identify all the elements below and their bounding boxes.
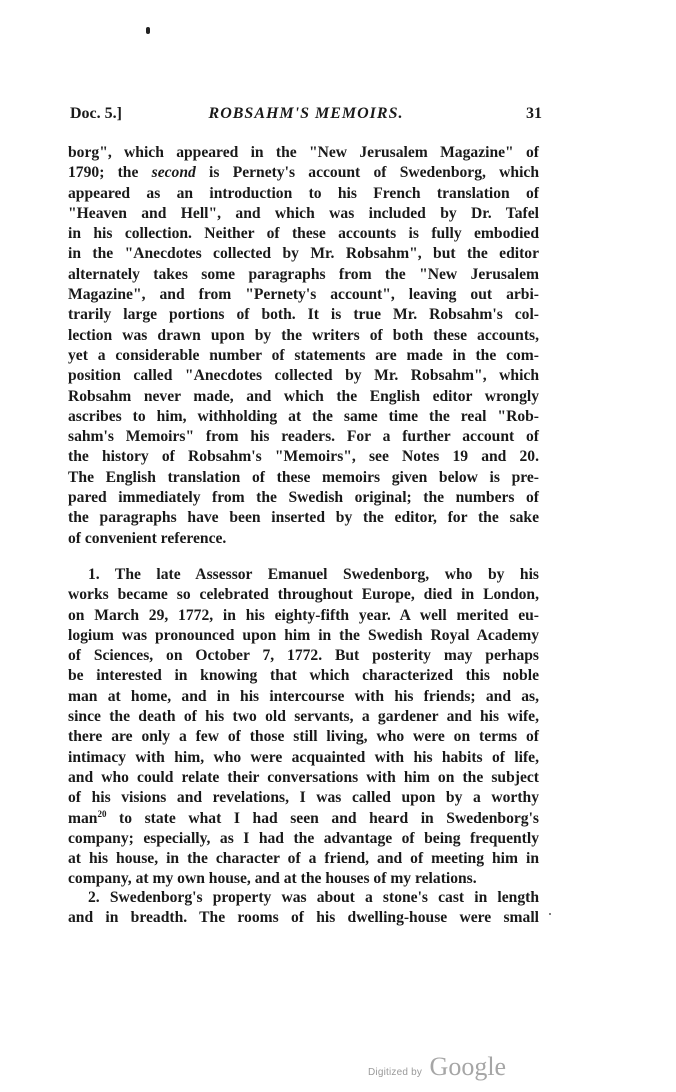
ink-speck — [549, 913, 551, 915]
text-line: in the "Anecdotes collected by Mr. Robsahm", but the editor — [68, 245, 539, 263]
text-line: logium was pronounced upon him in the Swedish Royal Academy — [68, 626, 539, 644]
text-line: sahm's Memoirs" from his readers. For a further account of — [68, 428, 539, 446]
text-line: borg", which appeared in the "New Jerusalem Magazine" of — [68, 144, 539, 161]
text-line: since the death of his two old servants, a gardener and his wife, — [68, 708, 539, 726]
text-line: the paragraphs have been inserted by the editor, for the sake — [68, 509, 539, 527]
text-line: appeared as an introduction to his French translation of — [68, 184, 539, 202]
text-line: trarily large portions of both. It is true Mr. Robsahm's col- — [68, 306, 539, 324]
emphasis: second — [151, 164, 196, 182]
ink-speck — [146, 27, 150, 34]
text-line: lection was drawn upon by the writers of both these accounts, — [68, 326, 539, 344]
text-line: on March 29, 1772, in his eighty-fifth year. A well merited eu- — [68, 606, 539, 624]
text-line: and in breadth. The rooms of his dwelling-house were small — [68, 909, 539, 927]
page-number: 31 — [526, 105, 542, 122]
text-fragment: to state what I had seen and heard in Swedenborg's — [106, 809, 539, 827]
text-line: in his collection. Neither of these accounts is fully embodied — [68, 225, 539, 243]
text-line: company; especially, as I had the advantage of being frequently — [68, 829, 539, 847]
digitized-watermark — [368, 1052, 506, 1082]
text-line: "Heaven and Hell", and which was included by Dr. Tafel — [68, 204, 539, 222]
text-line: pared immediately from the Swedish original; the numbers of — [68, 489, 539, 507]
text-line: company, at my own house, and at the houses of my relations. — [68, 870, 477, 888]
running-header — [70, 105, 542, 127]
footnote-reference[interactable]: 20 — [97, 808, 107, 819]
paragraph-intro — [68, 143, 539, 549]
text-line: of Sciences, on October 7, 1772. But posterity may perhaps — [68, 647, 539, 665]
page-title: ROBSAHM'S MEMOIRS. — [208, 105, 404, 122]
text-line: alternately takes some paragraphs from the "New Jerusalem — [68, 265, 539, 283]
text-line: position called "Anecdotes collected by Mr. Robsahm", which — [68, 367, 539, 385]
text-line: of his visions and revelations, I was called upon by a worthy — [68, 789, 539, 807]
paragraph-2 — [68, 888, 539, 929]
watermark-prefix: Digitized by — [368, 1067, 423, 1078]
paragraph-1 — [68, 565, 539, 890]
text-line: be interested in knowing that which characterized this noble — [68, 667, 539, 685]
text-line: yet a considerable number of statements are made in the com- — [68, 346, 539, 364]
text-fragment: man — [68, 809, 98, 827]
google-logo: Google — [429, 1052, 507, 1081]
text-line: 1790; the second is Pernety's account of Swedenborg, which — [68, 164, 539, 182]
document-number: Doc. 5.] — [70, 105, 122, 122]
text-line: ascribes to him, withholding at the same time the real "Rob- — [68, 407, 539, 425]
text-line: at his house, in the character of a friend, and of meeting him in — [68, 850, 539, 868]
text-line: the history of Robsahm's "Memoirs", see Notes 19 and 20. — [68, 448, 539, 466]
text-line: of convenient reference. — [68, 529, 227, 547]
text-line: there are only a few of those still living, who were on terms of — [68, 728, 539, 746]
text-line: Magazine", and from "Pernety's account", leaving out arbi- — [68, 286, 539, 304]
text-line: 1. The late Assessor Emanuel Swedenborg, who by his — [88, 566, 539, 583]
text-line: Robsahm never made, and which the English editor wrongly — [68, 387, 539, 405]
text-line-with-footnote — [68, 809, 539, 829]
text-line: The English translation of these memoirs given below is pre- — [68, 468, 539, 486]
text-line: 2. Swedenborg's property was about a stone's cast in length — [88, 889, 539, 906]
text-line: man at home, and in his intercourse with his friends; and as, — [68, 687, 539, 705]
text-line: works became so celebrated throughout Europe, died in London, — [68, 586, 539, 604]
text-line: and who could relate their conversations with him on the subject — [68, 768, 539, 786]
text-line: intimacy with him, who were acquainted with his habits of life, — [68, 748, 539, 766]
